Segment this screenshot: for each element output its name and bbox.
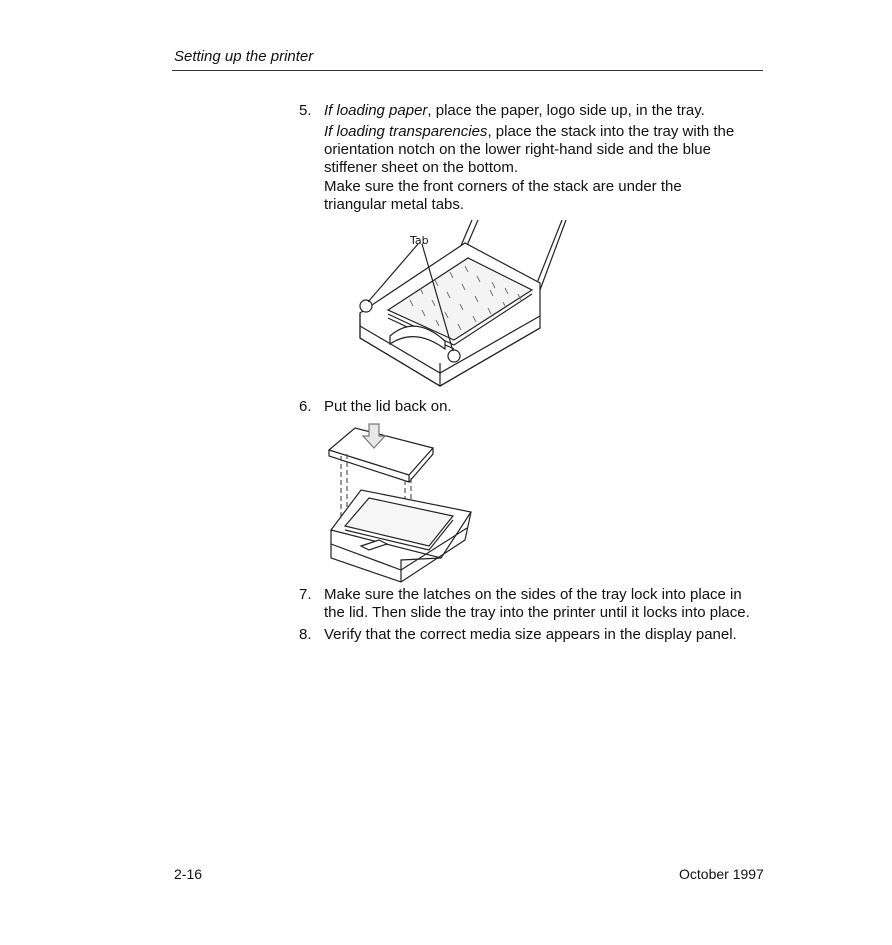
step-8-number: 8. [299, 626, 312, 643]
header-rule [172, 70, 763, 71]
running-header: Setting up the printer [174, 48, 314, 65]
lid-placement-illustration [325, 420, 475, 585]
step-6-text: Put the lid back on. [324, 398, 452, 415]
step-5-emphasis-transparencies: If loading transparencies [324, 123, 488, 140]
step-6-number: 6. [299, 398, 312, 415]
step-5-paragraph-3: Make sure the front corners of the stack are under the triangular metal tabs. [324, 178, 682, 213]
step-5-paragraph-1 [324, 102, 764, 120]
step-8-text: Verify that the correct media size appears in the display panel. [324, 626, 737, 643]
tray-with-tabs-illustration [350, 218, 580, 390]
publication-date: October 1997 [679, 866, 764, 882]
step-5-paragraph-2 [324, 123, 764, 177]
tab-callout-label: Tab [410, 234, 429, 247]
step-7-number: 7. [299, 586, 312, 603]
step-7-text: Make sure the latches on the sides of the tray lock into place in the lid. Then slide the tray into the printer until it locks into place. [324, 586, 750, 621]
step-5-text-paper: , place the paper, logo side up, in the tray. [427, 102, 705, 119]
page-number: 2-16 [174, 866, 203, 882]
step-5-number: 5. [299, 102, 312, 119]
step-5-emphasis-paper: If loading paper [324, 102, 428, 119]
step-5-text-transparencies: , place the stack into the tray with the orientation notch on the lower right-hand side and the blue stiffener sheet on the bottom. [324, 123, 735, 176]
